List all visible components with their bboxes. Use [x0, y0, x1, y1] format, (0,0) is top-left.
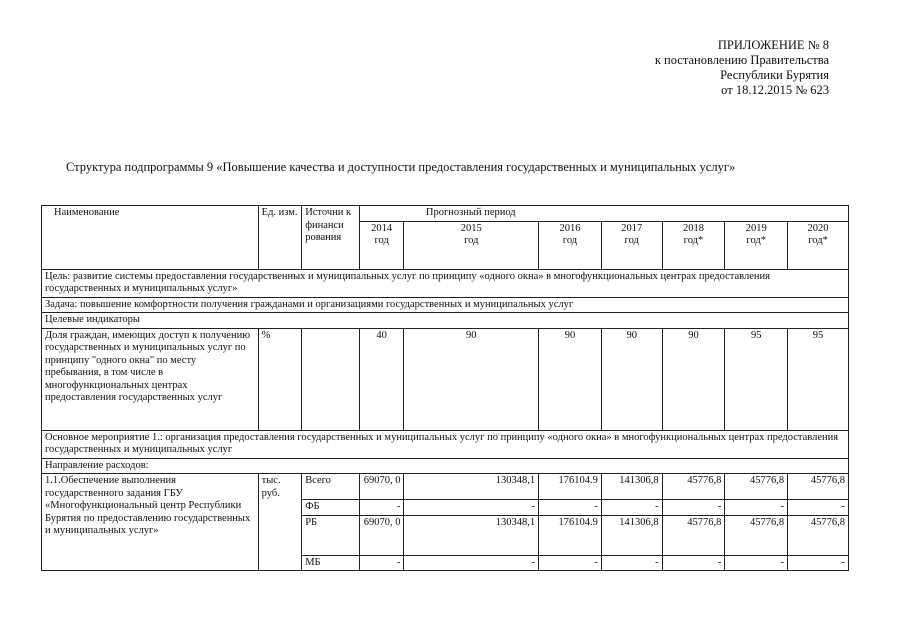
indicator-value-2015: 90 [404, 328, 539, 430]
source-mb: МБ [302, 555, 360, 571]
indicator-name: Доля граждан, имеющих доступ к получению государственных и муниципальных услуг по принципу "одного окна" по месту пребывания, в том числе в многофункциональных центрах предоставления государственных услуг [42, 328, 259, 430]
main-activity-row: Основное мероприятие 1.: организация предоставления государственных и муниципальных услуг по принципу «одного окна» в многофункциональных центрах предоставления государственных и муниципальных услуг [42, 430, 849, 458]
total-2017: 141306,8 [601, 474, 662, 500]
source-rb: РБ [302, 515, 360, 555]
resolution-ref: к постановлению Правительства [654, 53, 829, 67]
activity-unit: тыс. руб. [258, 474, 302, 571]
total-2018: 45776,8 [662, 474, 725, 500]
mb-2016: - [539, 555, 602, 571]
subprogram-structure-table [41, 205, 849, 571]
rb-2015: 130348,1 [404, 515, 539, 555]
mb-2020: - [788, 555, 849, 571]
goal-row: Цель: развитие системы предоставления государственных и муниципальных услуг по принципу «одного окна» в многофункциональных центрах предоставления государственных и муниципальных услуг» [42, 269, 849, 297]
source-fb: ФБ [302, 500, 360, 516]
fb-2017: - [601, 500, 662, 516]
indicator-value-2016: 90 [539, 328, 602, 430]
total-2019: 45776,8 [725, 474, 788, 500]
expense-direction-row: Направление расходов: [42, 458, 849, 474]
total-2014: 69070, 0 [359, 474, 404, 500]
rb-2014: 69070, 0 [359, 515, 404, 555]
year-header-2015: 2015 год [404, 221, 539, 269]
total-2020: 45776,8 [788, 474, 849, 500]
approval-header [655, 38, 829, 98]
total-2016: 176104.9 [539, 474, 602, 500]
source-total: Всего [302, 474, 360, 500]
task-row: Задача: повышение комфортности получения гражданами и организациями государственных и муниципальных услуг [42, 297, 849, 313]
document-title: Структура подпрограммы 9 «Повышение качества и доступности предоставления государственных и муниципальных услуг» [66, 160, 736, 174]
total-2015: 130348,1 [404, 474, 539, 500]
rb-2017: 141306,8 [601, 515, 662, 555]
activity-name: 1.1.Обеспечение выполнения государственного задания ГБУ «Многофункциональный центр Республики Бурятия по предоставлению государственных и муниципальных услуг» [42, 474, 259, 571]
fb-2016: - [539, 500, 602, 516]
year-header-2017: 2017 год [601, 221, 662, 269]
fb-2018: - [662, 500, 725, 516]
year-header-2016: 2016 год [539, 221, 602, 269]
year-header-2018: 2018 год* [662, 221, 725, 269]
rb-2019: 45776,8 [725, 515, 788, 555]
appendix-label: ПРИЛОЖЕНИЕ № 8 [717, 38, 829, 52]
year-header-2020: 2020 год* [788, 221, 849, 269]
col-header-period: Прогнозный период [359, 206, 848, 222]
fb-2014: - [359, 500, 404, 516]
fb-2019: - [725, 500, 788, 516]
indicator-unit: % [258, 328, 302, 430]
col-header-name: Наименование [42, 206, 259, 270]
republic-name: Республики Бурятия [720, 68, 829, 82]
mb-2017: - [601, 555, 662, 571]
rb-2020: 45776,8 [788, 515, 849, 555]
col-header-unit: Ед. изм. [258, 206, 302, 270]
indicator-value-2020: 95 [788, 328, 849, 430]
indicator-source [302, 328, 360, 430]
mb-2015: - [404, 555, 539, 571]
mb-2019: - [725, 555, 788, 571]
rb-2018: 45776,8 [662, 515, 725, 555]
indicator-value-2018: 90 [662, 328, 725, 430]
resolution-date: от 18.12.2015 № 623 [721, 83, 829, 97]
indicator-value-2019: 95 [725, 328, 788, 430]
mb-2014: - [359, 555, 404, 571]
fb-2015: - [404, 500, 539, 516]
rb-2016: 176104.9 [539, 515, 602, 555]
targets-label-row: Целевые индикаторы [42, 313, 849, 329]
indicator-value-2014: 40 [359, 328, 404, 430]
mb-2018: - [662, 555, 725, 571]
indicator-value-2017: 90 [601, 328, 662, 430]
year-header-2019: 2019 год* [725, 221, 788, 269]
fb-2020: - [788, 500, 849, 516]
col-header-source: Источни к финанси рования [302, 206, 360, 270]
year-header-2014: 2014 год [359, 221, 404, 269]
